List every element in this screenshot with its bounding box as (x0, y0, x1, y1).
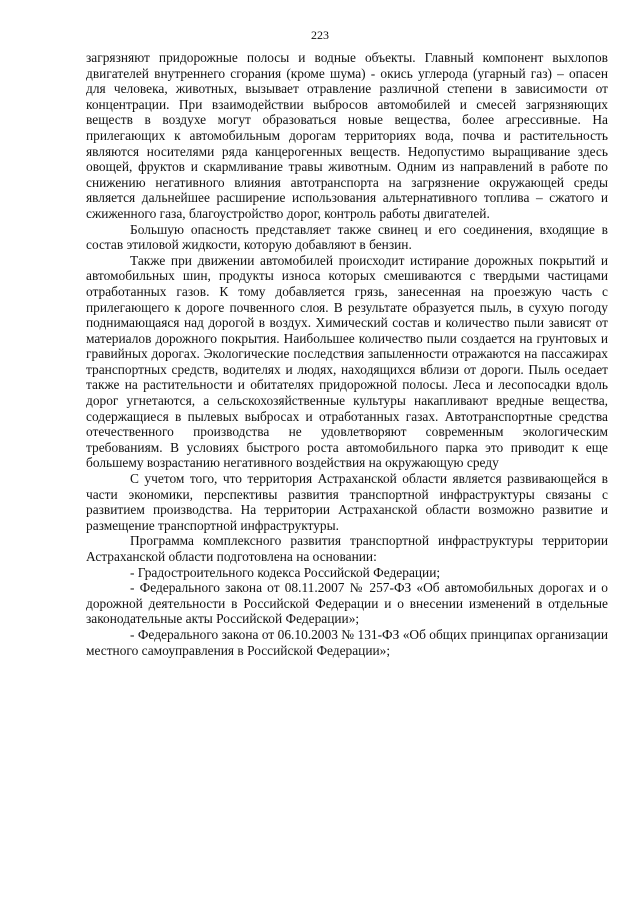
list-item: - Федерального закона от 08.11.2007 № 257-ФЗ «Об автомобильных дорогах и о дорожной деятельности в Российской Федерации и о внесении изменений в отдельные законодательные акты Российской Федерации»; (86, 580, 608, 627)
paragraph-continuation: загрязняют придорожные полосы и водные объекты. Главный компонент выхлопов двигателей внутреннего сгорания (кроме шума) - окись углерода (угарный газ) – опасен для человека, животных, вызывает отравление различной степени в зависимости от концентрации. При взаимодействии выбросов автомобилей и смесей загрязняющих веществ в воздухе могут образоваться новые вещества, более агрессивные. На прилегающих к автомобильным дорогам территориях вода, почва и растительность являются носителями ряда канцерогенных веществ. Недопустимо выращивание здесь овощей, фруктов и скармливание травы животным. Одним из направлений в работе по снижению негативного влияния автотранспорта на загрязнение окружающей среды является дальнейшее расширение использования альтернативного топлива – сжатого и сжиженного газа, благоустройство дорог, контроль работы двигателей. (86, 50, 608, 221)
list-item: - Градостроительного кодекса Российской Федерации; (130, 564, 441, 580)
paragraph-road-dust: Также при движении автомобилей происходит истирание дорожных покрытий и автомобильных шин, продукты износа которых смешиваются с твердыми частицами отработанных газов. К тому добавляется грязь, занесенная на проезжую часть с прилегающего к дороге почвенного слоя. В результате образуется пыль, в сухую погоду поднимающаяся над дорогой в воздух. Химический состав и количество пыли зависят от материалов дорожного покрытия. Наибольшее количество пыли создается на грунтовых и гравийных дорогах. Экологические последствия запыленности отражаются на пассажирах транспортных средств, водителях и людях, находящихся вблизи от дороги. Пыль оседает также на растительности и обитателях придорожной полосы. Леса и лесопосадки вдоль дорог угнетаются, а сельскохозяйственные культуры накапливают вредные вещества, содержащиеся в пылевых выбросах и отработанных газах. Автотранспортные средства отечественного производства не удовлетворяют современным экологическим требованиям. В условиях быстрого роста автомобильного парка это приводит к еще большему возрастанию негативного воздействия на окружающую среду (86, 252, 608, 471)
paragraph-astrakhan-region: С учетом того, что территория Астраханской области является развивающейся в части экономики, перспективы развития транспортной инфраструктуры связаны с развитием производства. На территории Астраханской области возможно развитие и размещение транспортной инфраструктуры. (86, 471, 608, 533)
page-number: 223 (311, 28, 329, 42)
body-text (86, 50, 608, 658)
paragraph-lead: Большую опасность представляет также свинец и его соединения, входящие в состав этиловой жидкости, которую добавляют в бензин. (86, 221, 608, 253)
list-item: - Федерального закона от 06.10.2003 № 131-ФЗ «Об общих принципах организации местного самоуправления в Российской Федерации»; (86, 626, 608, 658)
paragraph-program-basis: Программа комплексного развития транспортной инфраструктуры территории Астраханской области подготовлена на основании: (86, 533, 608, 564)
